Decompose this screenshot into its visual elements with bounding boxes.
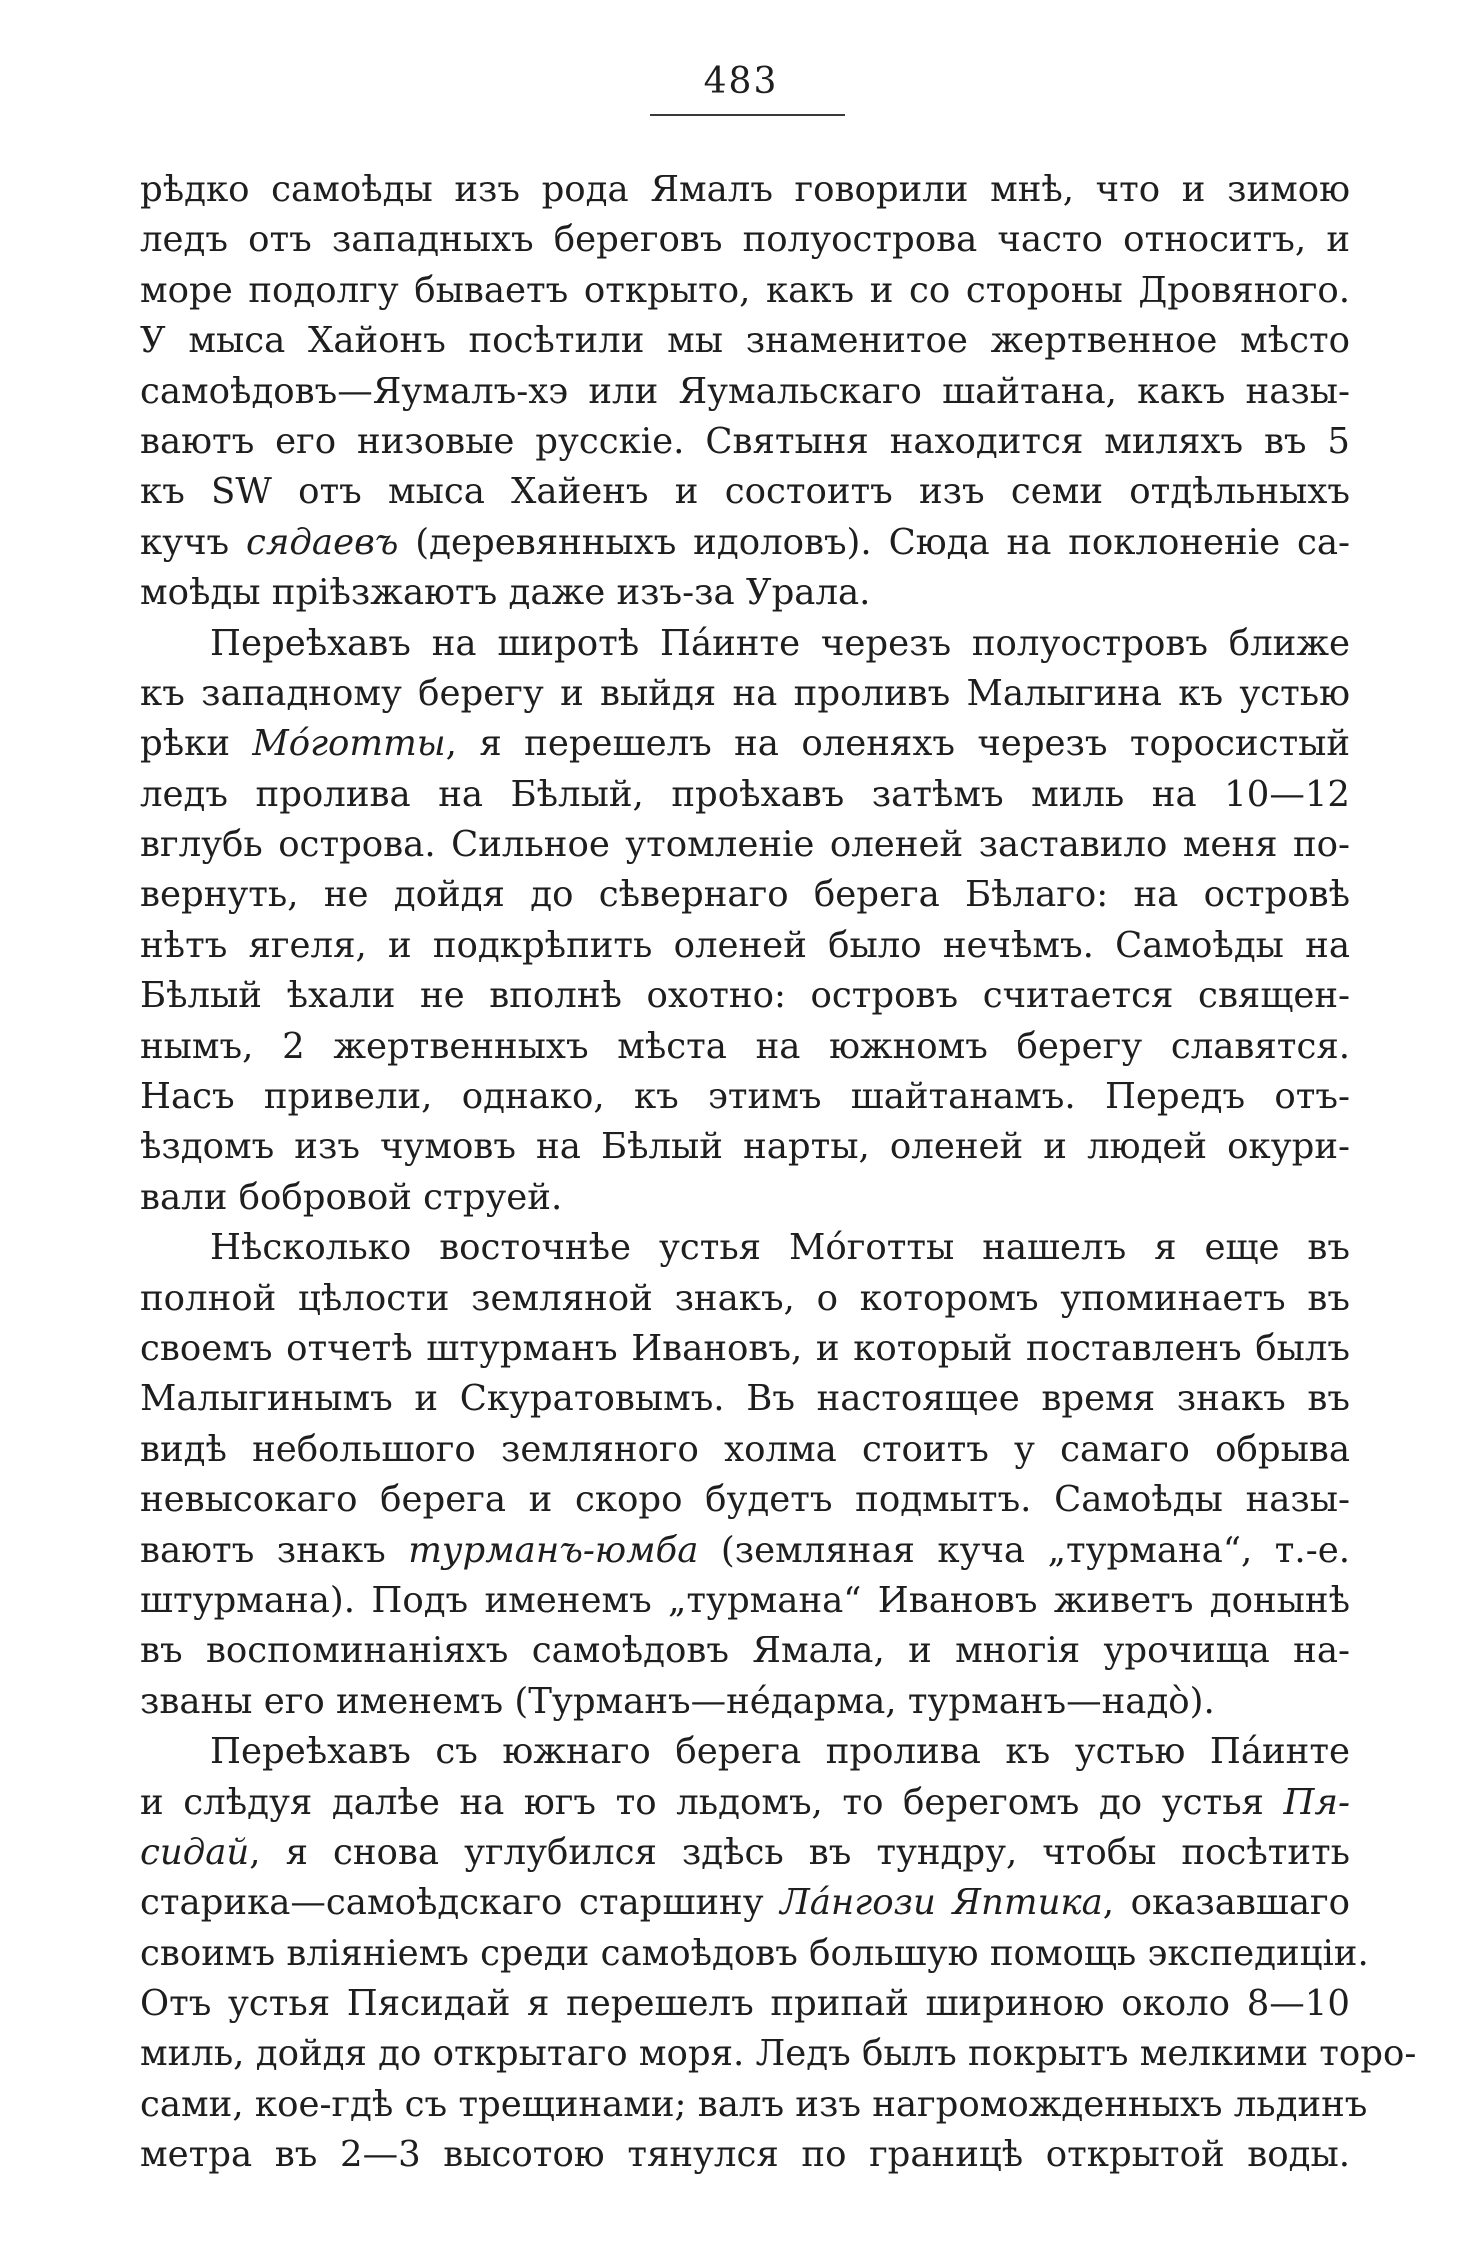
text-line — [140, 1778, 1350, 1828]
text-line: въ воспоминаніяхъ самоѣдовъ Ямала, и многія урочища на- — [140, 1630, 1350, 1672]
text-run: кучъ — [140, 521, 247, 563]
text-line: вглубь острова. Сильное утомленіе оленей заставило меня по- — [140, 824, 1350, 866]
text-line: У мыса Хайонъ посѣтили мы знаменитое жертвенное мѣсто — [140, 320, 1350, 362]
text-line: метра въ 2—3 высотою тянулся по границѣ открытой воды. — [140, 2134, 1350, 2176]
text-line: моѣды пріѣзжаютъ даже изъ-за Урала. — [140, 572, 871, 614]
text-run: , оказавшаго — [1102, 1882, 1350, 1924]
page-number: 483 — [703, 61, 779, 102]
text-run: старика—самоѣдскаго старшину — [140, 1882, 781, 1924]
paragraph — [140, 1223, 1350, 1727]
text-line: штурмана). Подъ именемъ „турмана“ Ивановъ живетъ донынѣ — [140, 1579, 1350, 1621]
text-line: вернуть, не дойдя до сѣвернаго берега Бѣлаго: на островѣ — [140, 874, 1350, 916]
page-number-rule — [650, 114, 845, 116]
text-line: Отъ устья Пясидай я перешелъ припай шириною около 8—10 — [140, 1983, 1350, 2025]
text-line: полной цѣлости земляной знакъ, о которомъ упоминаетъ въ — [140, 1277, 1350, 1319]
text-line: своемъ отчетѣ штурманъ Ивановъ, и который поставленъ былъ — [140, 1327, 1350, 1369]
paragraph — [140, 619, 1350, 1224]
text-line: нымъ, 2 жертвенныхъ мѣста на южномъ берегу славятся. — [140, 1025, 1350, 1067]
text-run: (земляная куча „турмана“, т.-е. — [698, 1529, 1350, 1571]
text-line: сами, кое-гдѣ съ трещинами; валъ изъ нагроможденныхъ льдинъ — [140, 2083, 1368, 2125]
text-line: вали бобровой струей. — [140, 1176, 563, 1218]
text-run: (деревянныхъ идоловъ). Сюда на поклоненіе са- — [398, 521, 1350, 563]
paragraph — [140, 165, 1350, 619]
text-run: , я снова углубился здѣсь въ тундру, чтобы посѣтить — [249, 1831, 1350, 1873]
text-line — [140, 1526, 1350, 1576]
body-text — [140, 165, 1417, 2181]
text-line: ѣздомъ изъ чумовъ на Бѣлый нарты, оленей и людей окури- — [140, 1126, 1350, 1168]
text-line: Малыгинымъ и Скуратовымъ. Въ настоящее время знакъ въ — [140, 1378, 1350, 1420]
text-line: ледъ отъ западныхъ береговъ полуострова часто относитъ, и — [140, 219, 1350, 261]
italic-term: Мóготты — [252, 723, 446, 765]
text-line: Насъ привели, однако, къ этимъ шайтанамъ. Передъ отъ- — [140, 1076, 1350, 1118]
text-line: самоѣдовъ—Яумалъ-хэ или Яумальскаго шайтана, какъ назы- — [140, 370, 1350, 412]
text-line: званы его именемъ (Турманъ—нéдарма, турманъ—надò). — [140, 1680, 1215, 1722]
text-run: и слѣдуя далѣе на югъ то льдомъ, то берегомъ до устья — [140, 1781, 1284, 1823]
text-line: ледъ пролива на Бѣлый, проѣхавъ затѣмъ миль на 10—12 — [140, 773, 1350, 815]
text-line: своимъ вліяніемъ среди самоѣдовъ большую помощь экспедиціи. — [140, 1932, 1369, 1974]
text-line: къ SW отъ мыса Хайенъ и состоитъ изъ семи отдѣльныхъ — [140, 471, 1350, 513]
text-line: видѣ небольшого земляного холма стоитъ у самаго обрыва — [140, 1428, 1350, 1470]
text-line: рѣдко самоѣды изъ рода Ямалъ говорили мнѣ, что и зимою — [140, 169, 1350, 210]
text-line: нѣтъ ягеля, и подкрѣпить оленей было нечѣмъ. Самоѣды на — [140, 924, 1350, 966]
italic-term: сядаевъ — [246, 521, 399, 563]
text-line: море подолгу бываетъ открыто, какъ и со стороны Дровяного. — [140, 269, 1350, 311]
text-line: Нѣсколько восточнѣе устья Мóготты нашелъ я еще въ — [210, 1227, 1350, 1269]
text-run: ваютъ знакъ — [140, 1529, 409, 1571]
text-line — [140, 1878, 1350, 1928]
text-line — [140, 1828, 1350, 1878]
text-line: Переѣхавъ съ южнаго берега пролива къ устью Пáинте — [210, 1731, 1350, 1773]
text-line: къ западному берегу и выйдя на проливъ Малыгина къ устью — [140, 672, 1350, 714]
text-run: рѣки — [140, 723, 253, 765]
text-line: ваютъ его низовые русскіе. Святыня находится миляхъ въ 5 — [140, 420, 1350, 462]
text-run: , я перешелъ на оленяхъ черезъ торосистый — [445, 723, 1350, 765]
text-line — [140, 518, 1350, 568]
text-line: Бѣлый ѣхали не вполнѣ охотно: островъ считается священ- — [140, 975, 1350, 1017]
italic-term: Пя- — [1283, 1781, 1350, 1823]
italic-term: Лáнгози Яптика — [780, 1882, 1103, 1924]
italic-term: сидай — [140, 1831, 250, 1873]
text-line: миль, дойдя до открытаго моря. Ледъ былъ покрытъ мелкими торо- — [140, 2033, 1417, 2075]
text-line: невысокаго берега и скоро будетъ подмытъ. Самоѣды назы- — [140, 1479, 1350, 1521]
text-line — [140, 719, 1350, 769]
italic-term: турманъ-юмба — [408, 1529, 699, 1571]
text-line: Переѣхавъ на широтѣ Пáинте черезъ полуостровъ ближе — [210, 622, 1350, 664]
paragraph — [140, 1727, 1417, 2181]
